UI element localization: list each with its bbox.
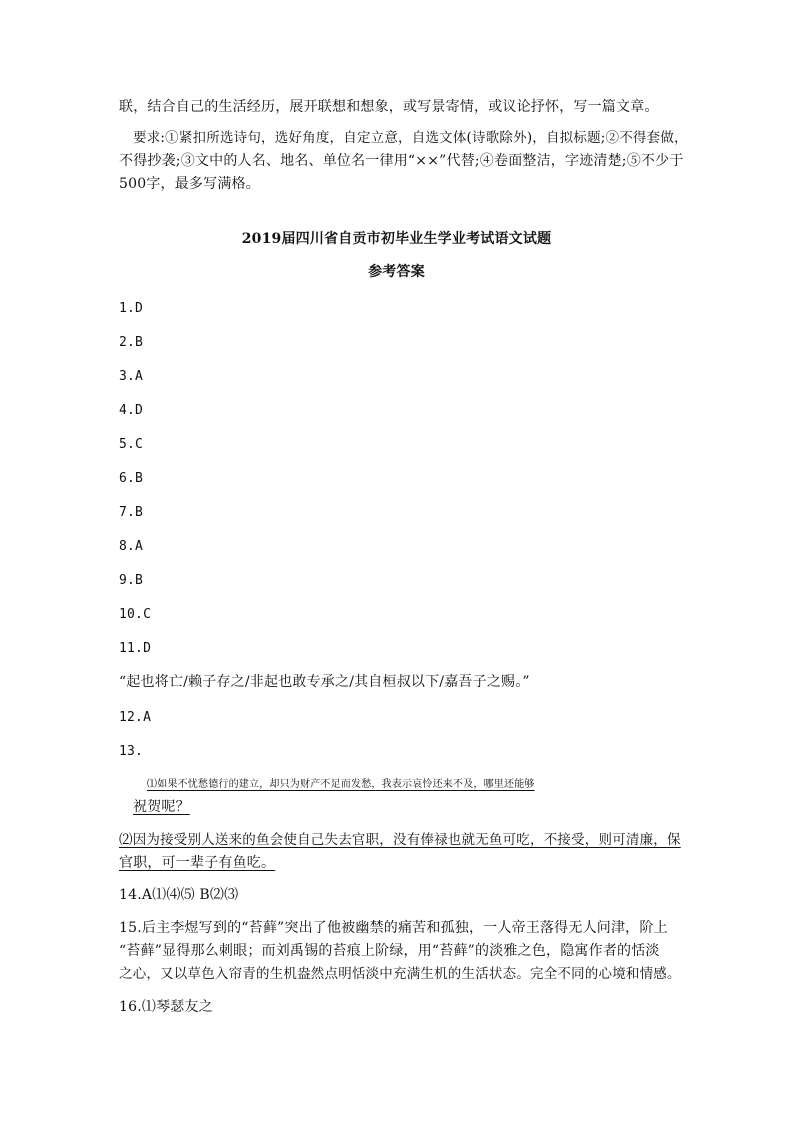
- answer-item: 12.A: [119, 710, 152, 725]
- requirements-line-3: 500字，最多写满格。: [119, 176, 260, 192]
- answer-item: 13.: [119, 744, 144, 759]
- answer-item: 7.B: [119, 505, 144, 520]
- answer-item: 5.C: [119, 437, 144, 452]
- answer-key-heading: 参考答案: [368, 264, 425, 280]
- answer-item: 8.A: [119, 539, 144, 554]
- intro-line: 联，结合自己的生活经历，展开联想和想象，或写景寄情，或议论抒怀，写一篇文章。: [119, 99, 659, 115]
- q13-translation-1-cont: 祝贺呢？: [133, 799, 190, 815]
- answer-item: 9.B: [119, 573, 144, 588]
- q15-answer-line-3: 之心，又以草色入帘青的生机盎然点明恬淡中充满生机的生活状态。完全不同的心境和情感。: [119, 966, 681, 982]
- answer-item: 14.A⑴⑷⑸ B⑵⑶: [119, 887, 239, 903]
- requirements-line-2: 不得抄袭;③文中的人名、地名、单位名一律用“××”代替;④卷面整洁，字迹清楚;⑤不少于: [119, 153, 684, 169]
- q13-translation-2: ⑵因为接受别人送来的鱼会使自己失去官职，没有俸禄也就无鱼可吃，不接受，则可清廉，保: [119, 832, 681, 848]
- answer-item: 2.B: [119, 335, 144, 350]
- answer-item: 4.D: [119, 403, 144, 418]
- requirements-line-1: 要求:①紧扣所选诗句，选好角度，自定立意，自选文体(诗歌除外)，自拟标题;②不得套做，: [133, 130, 688, 146]
- q13-translation-2-cont: 官职，可一辈子有鱼吃。: [119, 855, 276, 871]
- q11-punctuation: “起也将亡/赖子存之/非起也敢专承之/其自桓叔以下/嘉吾子之赐。”: [119, 674, 530, 690]
- answer-item: 11.D: [119, 641, 152, 656]
- q13-translation-1: ⑴如果不忧愁德行的建立，却只为财产不足而发愁，我表示哀怜还来不及，哪里还能够: [147, 779, 535, 790]
- q15-answer-line-2: “苔藓”显得那么刺眼；而刘禹锡的苔痕上阶绿，用“苔藓”的淡雅之色，隐寓作者的恬淡: [119, 943, 660, 959]
- q15-answer-line-1: 15.后主李煜写到的“苔藓”突出了他被幽禁的痛苦和孤独，一人帝王落得无人问津，阶上: [119, 920, 668, 936]
- answer-item: 6.B: [119, 471, 144, 486]
- answer-item: 1.D: [119, 301, 144, 316]
- answer-item: 3.A: [119, 369, 144, 384]
- answer-item: 16.⑴琴瑟友之: [119, 999, 213, 1015]
- answer-item: 10.C: [119, 607, 152, 622]
- document-title: 2019届四川省自贡市初毕业生学业考试语文试题: [241, 231, 552, 247]
